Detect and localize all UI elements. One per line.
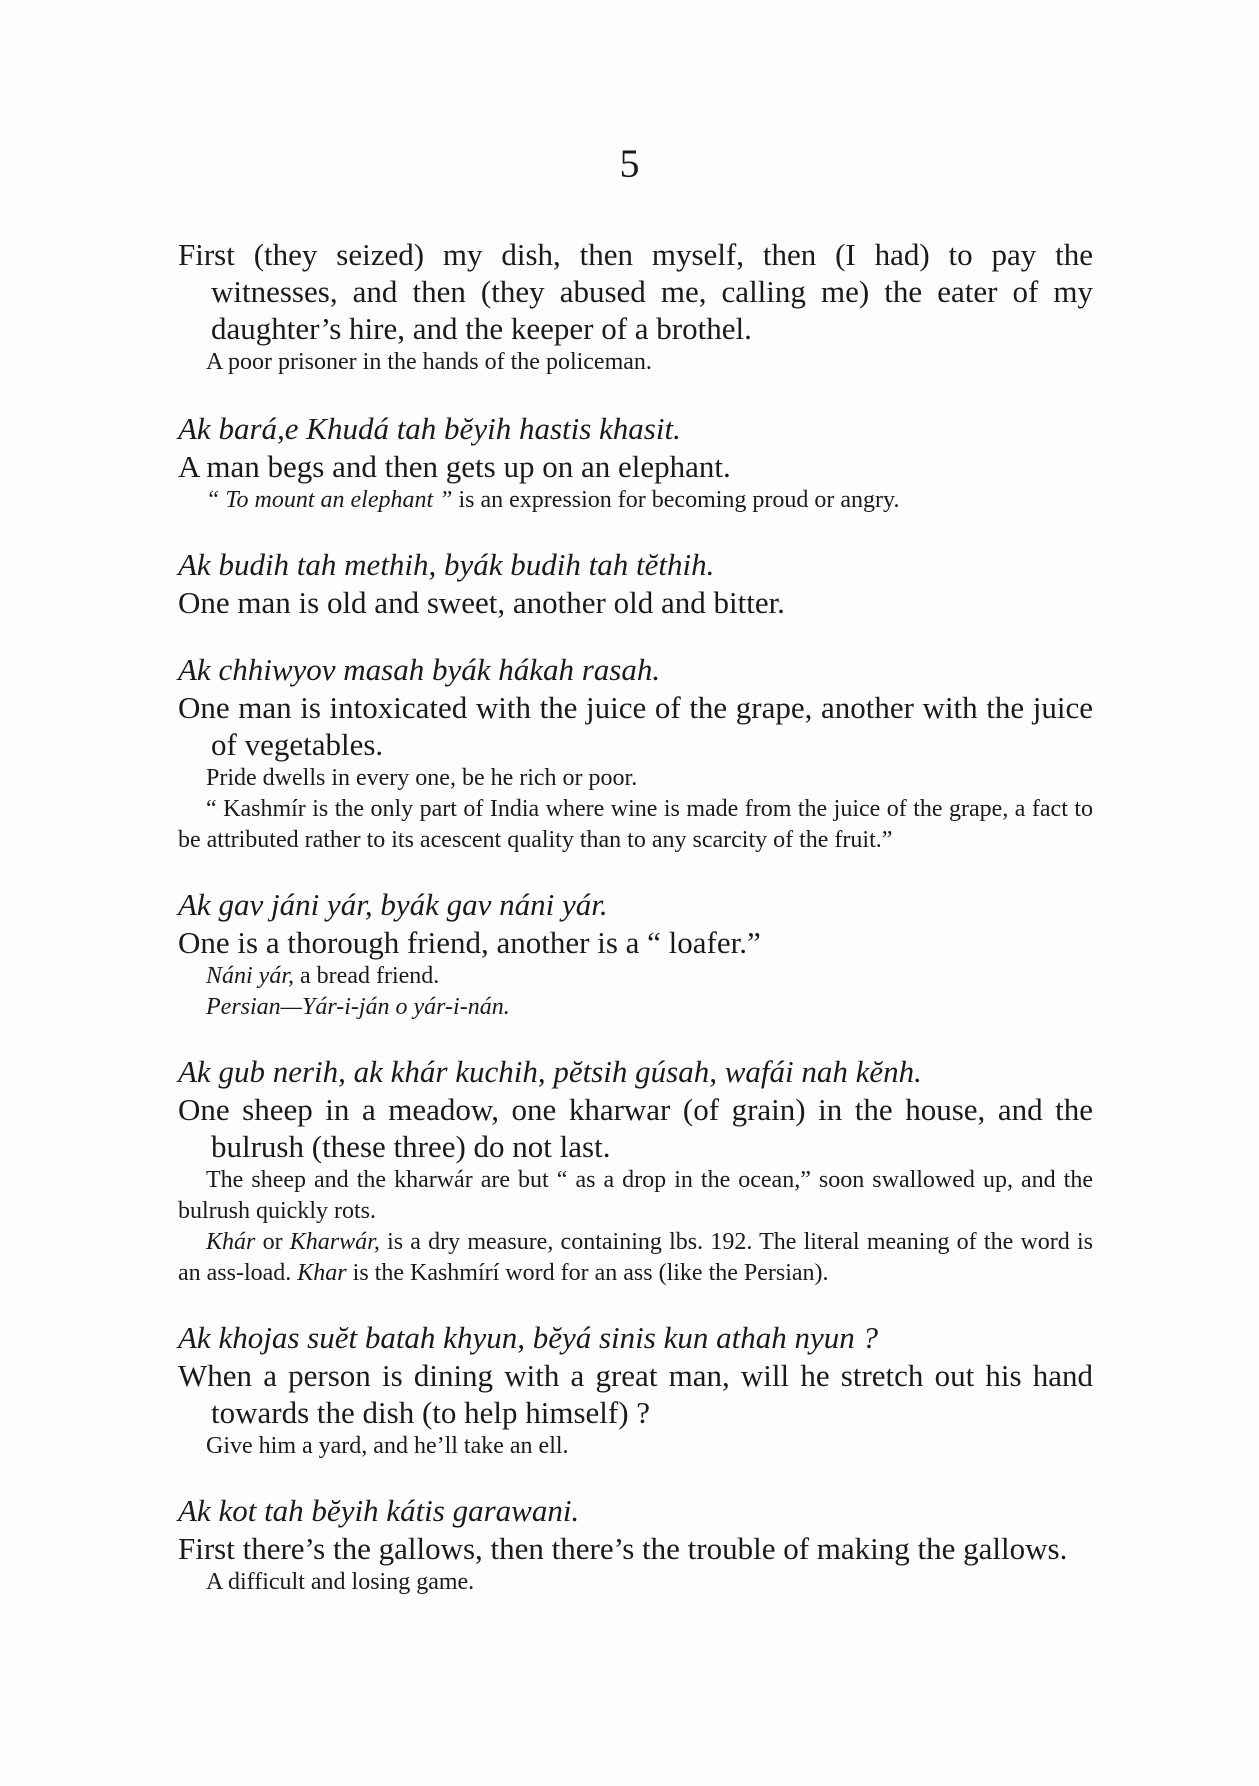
kashmiri-proverb: Ak chhiwyov masah byák hákah rasah.: [178, 652, 661, 687]
translation: A man begs and then gets up on an elephant.: [178, 449, 731, 484]
translation: One is a thorough friend, another is a “ loafer.”: [178, 925, 761, 960]
note: “ Kashmír is the only part of India where wine is made from the juice of the grape, a fact to be attributed rather to its acescent quality than to any scarcity of the fruit.”: [178, 796, 1093, 853]
note-italic: Náni yár,: [206, 963, 295, 989]
note-italic: Khar: [297, 1260, 347, 1286]
entry: [178, 546, 1093, 621]
note: Pride dwells in every one, be he rich or poor.: [206, 765, 638, 791]
note: [178, 992, 1093, 1023]
page-body: [178, 236, 1093, 1628]
note-italic: Kharwár,: [289, 1229, 380, 1255]
kashmiri-proverb: Ak kot tah bĕyih kátis garawani.: [178, 1493, 580, 1528]
kashmiri-proverb: Ak bará,e Khudá tah bĕyih hastis khasit.: [178, 411, 681, 446]
note-italic: Khár: [206, 1229, 256, 1255]
entry: [178, 236, 1093, 378]
entry: [178, 886, 1093, 1023]
note-text: a bread friend.: [294, 963, 440, 989]
note: The sheep and the kharwár are but “ as a drop in the ocean,” soon swallowed up, and the bulrush quickly rots.: [178, 1167, 1093, 1224]
entry: [178, 1053, 1093, 1289]
note-text: or: [255, 1229, 290, 1255]
note-italic: “ To mount an elephant ”: [206, 487, 453, 513]
translation: When a person is dining with a great man, will he stretch out his hand towards the dish (to help himself) ?: [178, 1358, 1093, 1430]
note: A difficult and losing game.: [206, 1569, 475, 1595]
note: [178, 961, 1093, 992]
entry: [178, 1319, 1093, 1462]
entry: [178, 1492, 1093, 1598]
page-number: 5: [619, 141, 640, 186]
note: Give him a yard, and he’ll take an ell.: [206, 1433, 569, 1459]
entry: [178, 410, 1093, 516]
kashmiri-proverb: Ak budih tah methih, byák budih tah tĕthih.: [178, 547, 715, 582]
note-text: is a dry measure, containing lbs. 192. The literal meaning of the word is an ass-load.: [178, 1229, 1093, 1286]
note-italic: Persian—Yár-i-ján o yár-i-nán.: [206, 994, 510, 1020]
kashmiri-proverb: Ak gav jáni yár, byák gav náni yár.: [178, 887, 608, 922]
note-text: is an expression for becoming proud or angry.: [452, 487, 900, 513]
translation: First (they seized) my dish, then myself, then (I had) to pay the witnesses, and then (they abused me, calling me) the eater of my daughter’s hire, and the keeper of a brothel.: [178, 237, 1093, 346]
translation: One man is intoxicated with the juice of the grape, another with the juice of vegetables.: [178, 690, 1093, 762]
note: A poor prisoner in the hands of the policeman.: [206, 349, 652, 375]
note: [178, 1227, 1093, 1289]
entry: [178, 651, 1093, 856]
translation: One man is old and sweet, another old and bitter.: [178, 585, 785, 620]
kashmiri-proverb: Ak gub nerih, ak khár kuchih, pĕtsih gúsah, wafái nah kĕnh.: [178, 1054, 922, 1089]
kashmiri-proverb: Ak khojas suĕt batah khyun, bĕyá sinis kun athah nyun ?: [178, 1320, 878, 1355]
note-text: is the Kashmírí word for an ass (like the Persian).: [346, 1260, 829, 1286]
note: [178, 485, 1093, 516]
translation: One sheep in a meadow, one kharwar (of grain) in the house, and the bulrush (these three) do not last.: [178, 1092, 1093, 1164]
translation: First there’s the gallows, then there’s the trouble of making the gallows.: [178, 1531, 1068, 1566]
